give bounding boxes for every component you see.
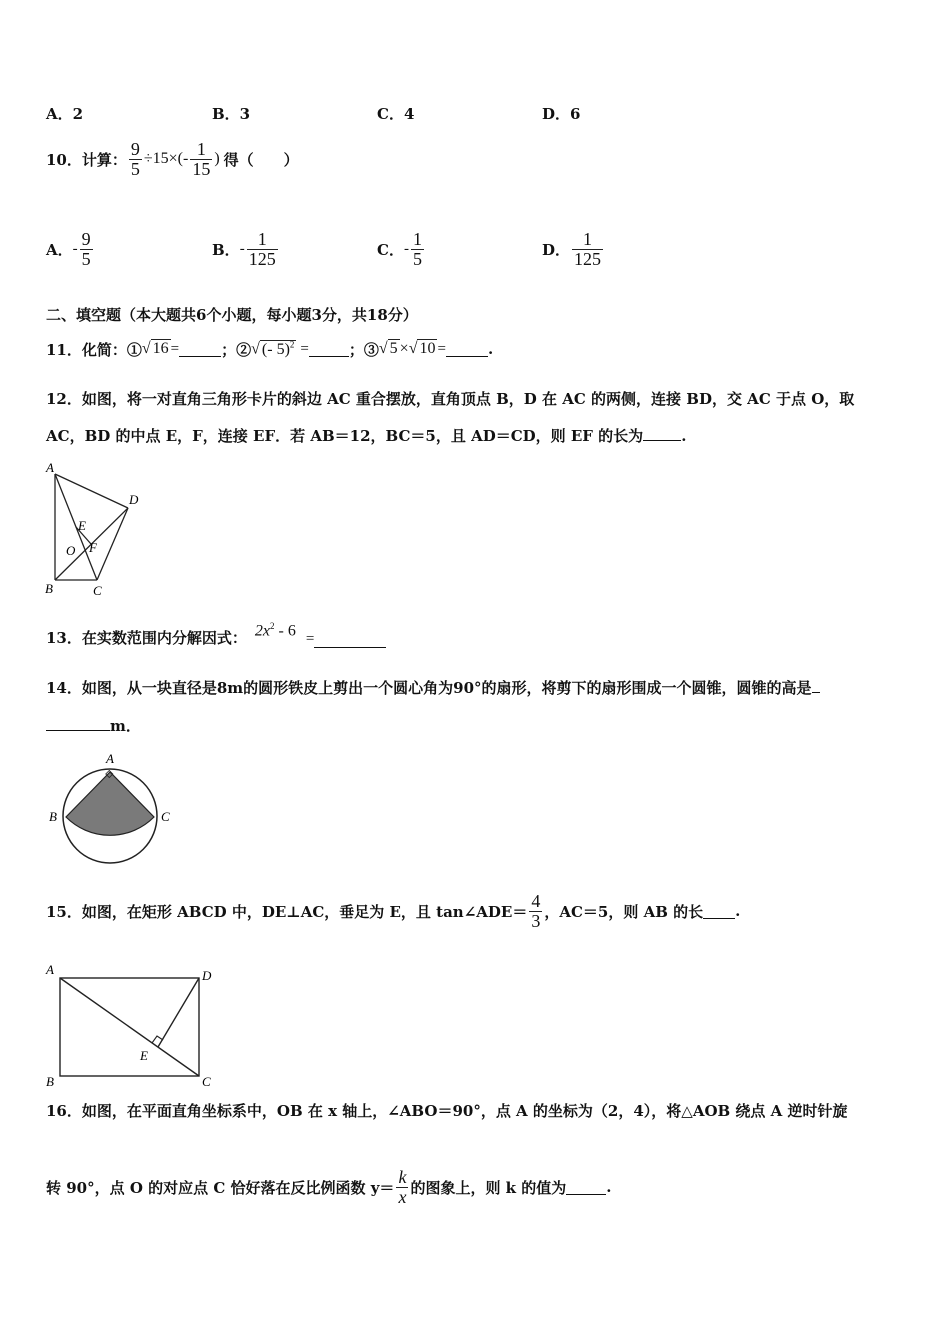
q12-blank [643,426,681,441]
label-a: A [106,751,114,766]
label-d: D [129,492,139,507]
q14-blank [46,716,110,731]
section-2-title: 二、填空题（本大题共6个小题，每小题3分，共18分） [46,306,418,324]
q9-option-c: C．4 [377,105,415,123]
q16-line-2: 转 90°，点 O 的对应点 C 恰好落在反比例函数 y＝ $\frac{k}{x}$ 的图象上，则 k 的值为 . [46,1166,612,1207]
q16-line-1: 16．如图，在平面直角坐标系中，OB 在 x 轴上，∠ABO＝90°，点 A 的坐标为（2，4），将△AOB 绕点 A 逆时针旋 [46,1102,848,1120]
q14-line-1: 14．如图，从一块直径是8m的圆形铁皮上剪出一个圆心角为90°的扇形，将剪下的扇形围成一个圆锥，圆锥的高是 [46,677,820,698]
question-15: 15．如图，在矩形 ABCD 中，DE⊥AC，垂足为 E，且 tan∠ADE＝ $\frac{4}{3}$ ，AC＝5，则 AB 的长 . [46,890,741,931]
q13-expression: $2x^2 - 6$ [254,620,296,639]
q10-option-a: A． - $\frac{9}{5}$ [46,228,91,269]
q10-fraction-1: $\frac{9}{5}$ [130,138,140,179]
q10-number: 10．计算： [46,150,127,169]
diagonal-ac [60,978,199,1076]
q11-blank-3 [446,342,488,357]
label-b: B [49,809,57,824]
q12-figure [42,460,146,600]
label-e: E [140,1048,148,1063]
q10-mid: ÷15×(- [143,150,189,167]
q10-fraction-2: $\frac{1}{15}$ [192,138,211,179]
q15-blank [703,904,735,919]
q9-option-b: B．3 [212,105,251,123]
q15-fraction: $\frac{4}{3}$ [531,890,541,931]
q15-figure [42,960,222,1090]
label-e: E [78,518,86,533]
q10-tail: 得（ ） [223,150,299,169]
label-a: A [46,460,54,475]
label-o: O [66,543,76,558]
q11-blank-1 [179,342,221,357]
q16-blank [566,1180,606,1195]
label-d: D [202,968,212,983]
q10-close: ) [214,150,220,167]
q13-blank [314,633,386,648]
label-c: C [93,583,102,598]
q10-option-d: D． $\frac{1}{125}$ [542,228,602,269]
q10-option-b: B． - $\frac{1}{125}$ [212,228,276,269]
q9-option-a: A．2 [46,105,84,123]
sector-abc [66,772,154,835]
q16-fraction: $\frac{k}{x}$ [398,1166,407,1207]
label-b: B [46,1074,54,1089]
segment-de [158,978,199,1047]
sqrt-5-times-sqrt-10: √ 5 ×√ 10 [378,340,436,357]
sqrt-neg5-squared: √ (- 5)$^2$ [251,339,295,358]
q10-option-c: C． - $\frac{1}{5}$ [377,228,422,269]
q14-figure [44,748,180,872]
label-c: C [202,1074,211,1089]
label-b: B [45,581,53,596]
q9-option-d: D．6 [542,105,581,123]
label-f: F [89,540,97,555]
question-10 [46,135,299,183]
segment-dc [97,508,128,580]
q11-blank-2 [309,342,349,357]
label-a: A [46,962,54,977]
q14-line-2: m． [46,715,141,736]
question-13: 13．在实数范围内分解因式： $2x^2 - 6$ = [46,618,386,648]
label-c: C [161,809,170,824]
q12-line-2: AC，BD 的中点 E，F，连接 EF．若 AB＝12，BC＝5，且 AD＝CD，则 EF 的长为 . [46,427,687,445]
sqrt-16: √ 16 [141,340,169,357]
q12-line-1: 12．如图，将一对直角三角形卡片的斜边 AC 重合摆放，直角顶点 B，D 在 AC 的两侧，连接 BD，交 AC 于点 O，取 [46,390,855,408]
question-11: 11．化简：① √ 16 = ；② √ (- 5)$^2$ = ；③ √ 5 ×√ 10 = . [46,339,494,359]
